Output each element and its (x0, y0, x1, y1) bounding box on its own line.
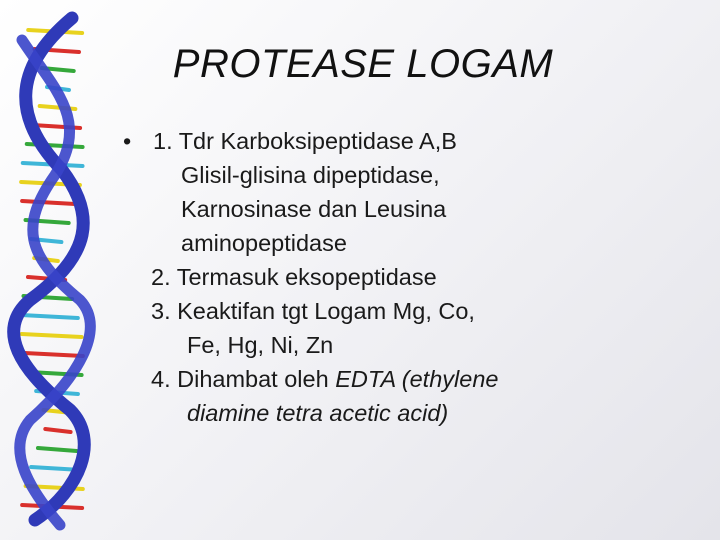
dna-base-pair (25, 353, 83, 356)
list-item-continuation: diamine tetra acetic acid) (187, 400, 449, 426)
list-item-continuation: Karnosinase dan Leusina (181, 196, 447, 222)
list-item: 2. Termasuk eksopeptidase (151, 264, 437, 290)
dna-helix-decoration (0, 0, 110, 540)
list-item-continuation: Fe, Hg, Ni, Zn (187, 332, 334, 358)
dna-base-pair (22, 334, 82, 337)
bullet-marker: • (123, 128, 132, 154)
italic-term: EDTA (ethylene (335, 366, 499, 392)
list-item-continuation: aminopeptidase (181, 230, 347, 256)
list-item: 4. Dihambat oleh EDTA (ethylene (151, 366, 499, 392)
list-item-continuation: Glisil-glisina dipeptidase, (181, 162, 440, 188)
list-item: 3. Keaktifan tgt Logam Mg, Co, (151, 298, 475, 324)
slide-title: PROTEASE LOGAM (172, 42, 554, 86)
dna-base-pair (45, 429, 70, 432)
dna-base-pair (38, 448, 77, 451)
dna-base-pair (21, 315, 78, 318)
slide-body (123, 124, 683, 430)
list-item: • 1. Tdr Karboksipeptidase A,B (123, 124, 683, 158)
dna-base-pair (22, 201, 75, 204)
